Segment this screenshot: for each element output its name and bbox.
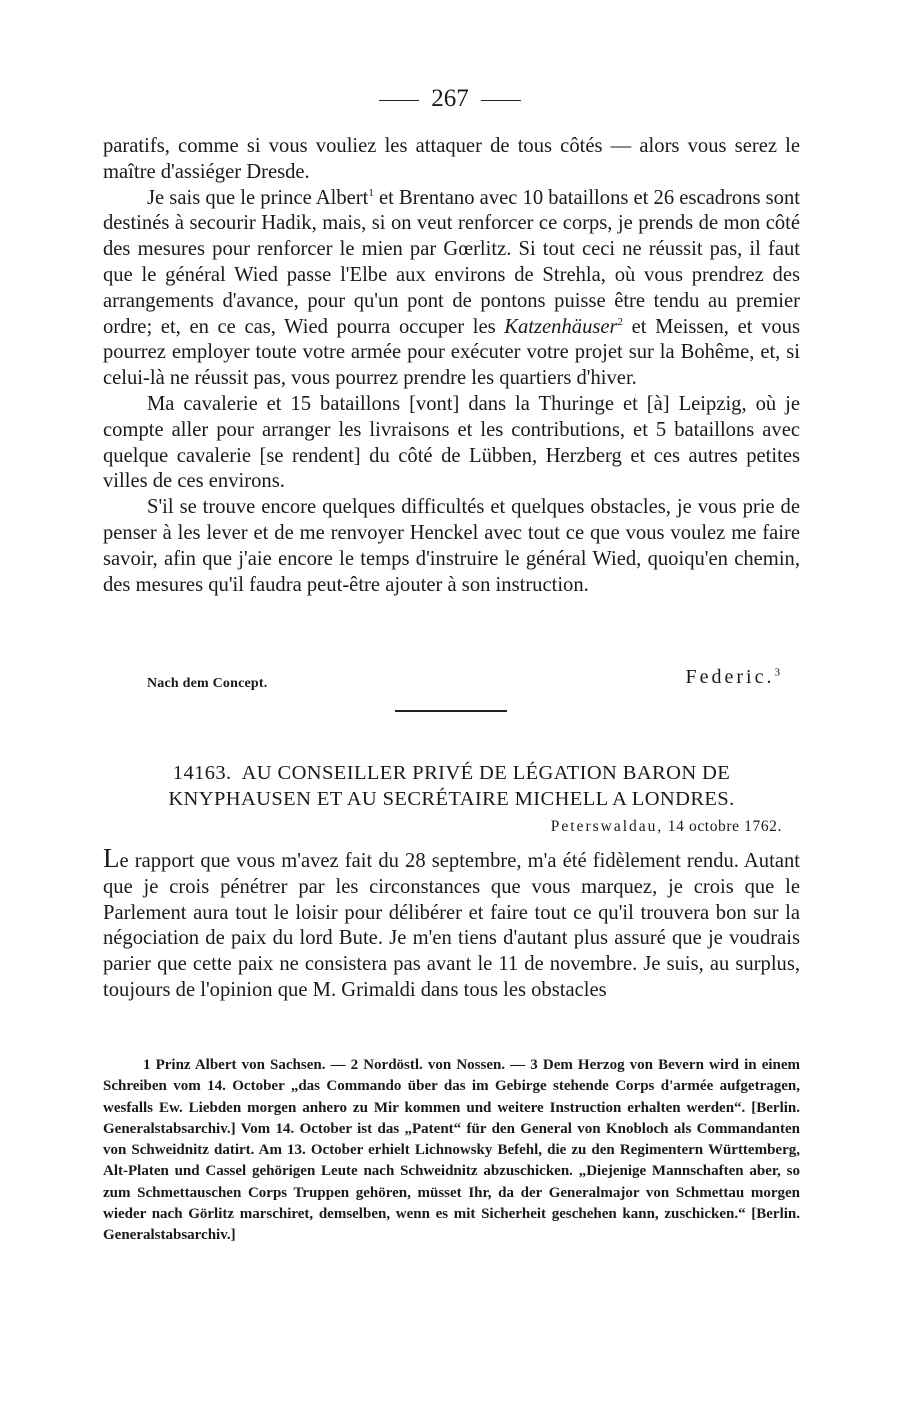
letter-body xyxy=(103,843,800,1004)
place-name-italic: Katzenhäuser xyxy=(504,315,618,338)
paragraph xyxy=(103,495,800,598)
paragraph-text: Je sais que le prince Albert xyxy=(147,186,369,209)
letter-heading xyxy=(103,760,800,812)
letter-closing xyxy=(103,666,800,696)
paragraph-text: paratifs, comme si vous vouliez les attaquer de tous côtés — alors vous serez le maître d'assiéger Dresde. xyxy=(103,135,800,183)
heading-line xyxy=(103,760,800,786)
dateline-date: 14 octobre 1762. xyxy=(667,818,782,835)
page-number: 267 xyxy=(431,85,469,112)
page-header xyxy=(0,82,900,116)
dateline-place: Peterswaldau, xyxy=(550,818,664,835)
source-note: Nach dem Concept. xyxy=(147,676,268,691)
previous-letter-body xyxy=(103,134,800,598)
footnote-text: Dem Herzog von Bevern wird in einem Schreiben vom 14. October „das Commando über das im Gebirge stehende Corps d'armée aufgetragen, wesfalls Ew. Liebden morgen anhero zu Mir kommen und weitere Instruction erhalten werden“. [Berlin. Generalstabsarchiv.] Vom 14. October ist das „Patent“ für den General von Knobloch als Commandanten von Schweidnitz datirt. Am 13. October erhielt Lichnowsky Befehl, die zu den Regimentern Württemberg, Alt-Platen und Cassel gehörigen Leute nach Schweidnitz abzuschicken. „Diejenige Mannschaften aber, so zum Schmettauschen Corps Truppen gehören, müsset Ihr, da der Generalmajor von Schmettau morgen wieder nach Görlitz marschiret, demselben, wenn es mit Sicherheit geschehen kann, zuschicken.“ [Berlin. Generalstabsarchiv.] xyxy=(103,1057,801,1244)
paragraph-text: e rapport que vous m'avez fait du 28 septembre, m'a été fidèlement rendu. Autant que je crois pénétrer par les circonstances que vous marquez, je crois que le Parlement aura tout le loisir pour délibérer et faire tout ce qu'il trouvera bon sur la négociation de paix du lord Bute. Je m'en tiens d'autant plus assuré que je voudrais parier que cette paix ne consistera pas avant le 11 de novembre. Je suis, au surplus, toujours de l'opinion que M. Grimaldi dans tous les obstacles xyxy=(103,850,800,1001)
paragraph-text: et Brentano avec 10 bataillons et 26 escadrons sont destinés à secourir Hadik, mais, si on veut renforcer ce corps, je prends de mon côté des mesures pour renforcer le mien par Gœrlitz. Si tout ceci ne réussit pas, il faut que le général Wied passe l'Elbe aux environs de Strehla, où vous prendrez des arrangements d'avance, pour qu'un pont de pontons puisse être tendu au premier ordre; et, en ce cas, Wied pourra occuper les xyxy=(103,186,800,338)
paragraph xyxy=(103,392,800,495)
header-dash-right xyxy=(481,100,521,101)
letter-number: 14163. xyxy=(172,762,232,784)
footnote-text: Nordöstl. von Nossen. — xyxy=(363,1057,531,1073)
paragraph xyxy=(103,843,800,1004)
footnotes xyxy=(103,1055,800,1247)
signature-text: Federic. xyxy=(685,666,775,688)
footnote-ref: 3 xyxy=(774,666,780,679)
heading-line: KNYPHAUSEN ET AU SECRÉTAIRE MICHELL A LONDRES. xyxy=(168,788,735,810)
footnote-mark: 3 xyxy=(530,1057,538,1073)
section-separator xyxy=(395,710,507,712)
footnote-ref: 2 xyxy=(617,315,624,328)
dateline xyxy=(551,818,782,836)
footnote-paragraph xyxy=(103,1055,800,1247)
header-dash-left xyxy=(379,100,419,101)
paragraph-text: S'il se trouve encore quelques difficultés et quelques obstacles, je vous prie de penser à les lever et de me renvoyer Henckel avec tout ce que vous voulez me faire savoir, afin que j'aie encore le temps d'instruire le général Wied, quoiqu'en chemin, des mesures qu'il faudra peut-être ajouter à son instruction. xyxy=(103,496,800,596)
paragraph xyxy=(103,186,800,392)
paragraph-text: et Meissen, et vous pourrez employer toute votre armée pour exécuter votre projet sur la Bohême, et, si celui-là ne réussit pas, vous pourrez prendre les quartiers d'hiver. xyxy=(103,315,800,390)
footnote-text: Prinz Albert von Sachsen. — xyxy=(155,1057,351,1073)
paragraph-text: Ma cavalerie et 15 bataillons [vont] dans la Thuringe et [à] Leipzig, où je compte aller pour arranger les livraisons et les contributions, et 5 bataillons avec quelque cavalerie [se rendent] du côté de Lübben, Herzberg et ces autres petites villes de ces environs. xyxy=(103,392,800,493)
footnote-mark: 1 xyxy=(143,1057,151,1073)
footnote-ref: 1 xyxy=(368,186,374,199)
footnote-mark: 2 xyxy=(350,1057,359,1073)
signature xyxy=(686,666,780,689)
heading-text: AU CONSEILLER PRIVÉ DE LÉGATION BARON DE xyxy=(241,762,731,784)
dropcap: L xyxy=(103,843,120,873)
paragraph xyxy=(103,134,800,186)
